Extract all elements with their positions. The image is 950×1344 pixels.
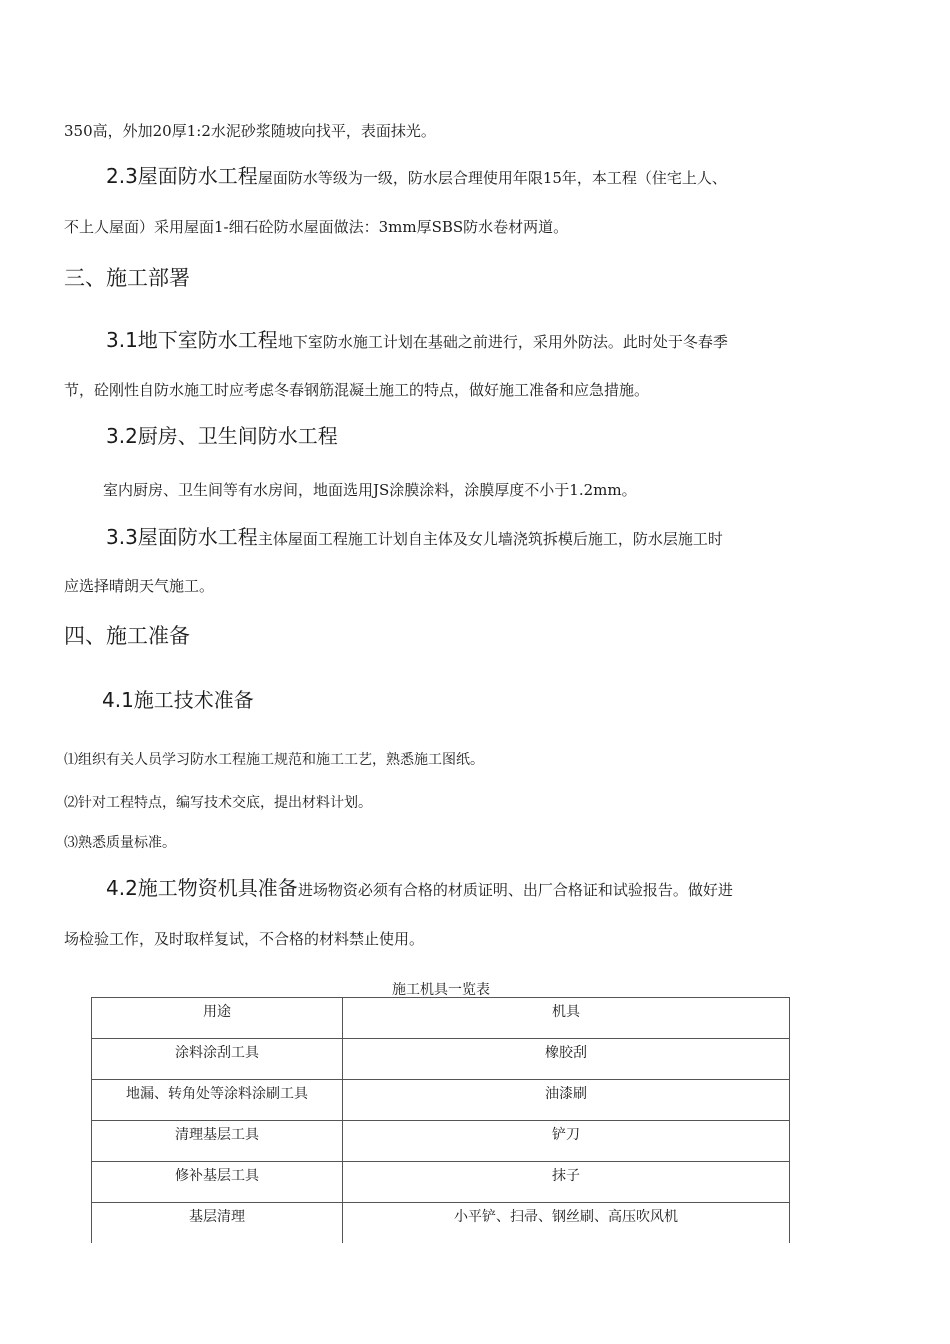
list-item: ⑵针对工程特点，编写技术交底，提出材料计划。 <box>64 795 372 811</box>
section-3-1-text1: 地下室防水施工计划在基础之前进行，采用外防法。此时处于冬春季 <box>277 333 728 351</box>
table-cell: 橡胶刮 <box>343 1039 790 1080</box>
section-4-1-heading: 4.1施工技术准备 <box>102 688 254 712</box>
table-cell: 涂料涂刮工具 <box>92 1039 343 1080</box>
section-3-1-line1 <box>106 330 866 352</box>
table-row <box>92 1162 790 1203</box>
table-cell: 地漏、转角处等涂料涂刷工具 <box>92 1080 343 1121</box>
table-cell: 抹子 <box>343 1162 790 1203</box>
table-row <box>92 1080 790 1121</box>
section-3-title: 三、施工部署 <box>64 266 190 290</box>
section-3-1-heading: 3.1地下室防水工程 <box>106 328 278 352</box>
section-3-2-heading: 3.2厨房、卫生间防水工程 <box>106 424 338 448</box>
table-header-cell: 机具 <box>343 998 790 1039</box>
list-item: ⑶熟悉质量标准。 <box>64 835 176 851</box>
section-4-title: 四、施工准备 <box>64 624 190 648</box>
section-3-3-text2: 应选择晴朗天气施工。 <box>64 577 215 595</box>
section-2-3-text1: 屋面防水等级为一级，防水层合理使用年限15年，本工程（住宅上人、 <box>257 169 727 187</box>
table-cell: 清理基层工具 <box>92 1121 343 1162</box>
table-cell: 油漆刷 <box>343 1080 790 1121</box>
section-3-3-text1: 主体屋面工程施工计划自主体及女儿墙浇筑拆模后施工，防水层施工时 <box>257 530 723 548</box>
section-3-3-heading: 3.3屋面防水工程 <box>106 525 258 549</box>
section-3-2-text1: 室内厨房、卫生间等有水房间，地面选用JS涂膜涂料，涂膜厚度不小于1.2mm。 <box>103 481 637 499</box>
section-4-2-text2: 场检验工作，及时取样复试，不合格的材料禁止使用。 <box>64 930 425 948</box>
table-cell: 基层清理 <box>92 1203 343 1244</box>
tools-table <box>91 997 790 1243</box>
table-cell: 修补基层工具 <box>92 1162 343 1203</box>
list-item: ⑴组织有关人员学习防水工程施工规范和施工工艺，熟悉施工图纸。 <box>64 752 484 768</box>
section-2-3-line1 <box>106 166 866 188</box>
section-3-1-text2: 节，砼刚性自防水施工时应考虑冬春钢筋混凝土施工的特点，做好施工准备和应急措施。 <box>64 381 650 399</box>
section-2-3-text2: 不上人屋面）采用屋面1-细石砼防水屋面做法：3mm厚SBS防水卷材两道。 <box>64 218 569 236</box>
table-cell: 铲刀 <box>343 1121 790 1162</box>
section-4-2-line1 <box>106 878 866 900</box>
table-header-row <box>92 998 790 1039</box>
section-4-2-heading: 4.2施工物资机具准备 <box>106 876 298 900</box>
paragraph-top: 350高，外加20厚1:2水泥砂浆随坡向找平，表面抹光。 <box>64 122 436 140</box>
table-row <box>92 1121 790 1162</box>
table-row <box>92 1203 790 1244</box>
section-4-2-text1: 进场物资必须有合格的材质证明、出厂合格证和试验报告。做好进 <box>297 881 733 899</box>
table-header-cell: 用途 <box>92 998 343 1039</box>
table-cell: 小平铲、扫帚、钢丝刷、高压吹风机 <box>343 1203 790 1244</box>
table-caption: 施工机具一览表 <box>392 982 490 998</box>
section-3-3-line1 <box>106 527 866 549</box>
table-row <box>92 1039 790 1080</box>
section-2-3-heading: 2.3屋面防水工程 <box>106 164 258 188</box>
